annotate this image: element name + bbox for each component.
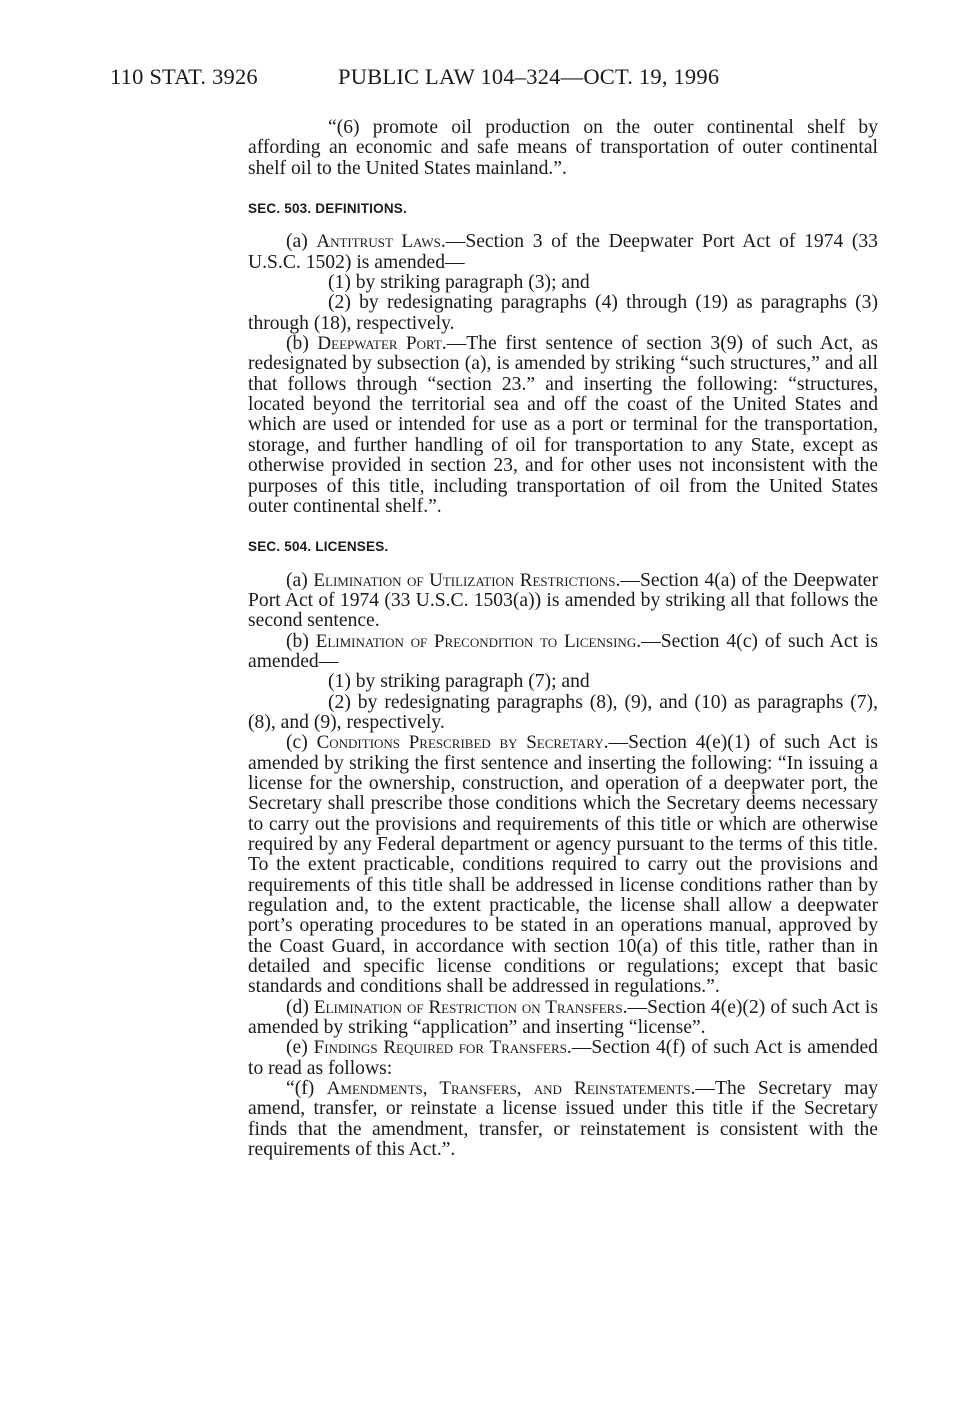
section-503-subsection-b: (b) Deepwater Port.—The first sentence of section 3(9) of such Act, as redesignated by subsection (a), is amended by striking “such structures,” and all that follows through “section 23.” and inserting the following: “structures, located beyond the territorial sea and off the coast of the United States and which are used or intended for use as a port or terminal for the transportation, storage, and further handling of oil for transportation to any State, except as otherwise provided in section 23, and for other uses not inconsistent with the purposes of this title, including transportation of oil from the United States outer continental shelf.”.: [248, 333, 879, 517]
section-504-paragraph-b1: (1) by striking paragraph (7); and: [328, 671, 590, 693]
page-header: [110, 64, 790, 96]
section-504-subsection-f-quoted: “(f) Amendments, Transfers, and Reinstatements.—The Secretary may amend, transfer, or reinstate a license issued under this title if the Secretary finds that the amendment, transfer, or reinstatement is consistent with the requirements of this Act.”.: [248, 1078, 878, 1161]
public-law-title: PUBLIC LAW 104–324—OCT. 19, 1996: [338, 64, 720, 89]
document-body: [248, 118, 878, 1161]
section-504-subsection-d: (d) Elimination of Restriction on Transfers.—Section 4(e)(2) of such Act is amended by striking “application” and inserting “license”.: [248, 996, 878, 1039]
statute-page-number: 110 STAT. 3926: [110, 64, 258, 89]
section-504-subsection-c: (c) Conditions Prescribed by Secretary.—Section 4(e)(1) of such Act is amended by striking the first sentence and inserting the following: “In issuing a license for the ownership, construction, and operation of a deepwater port, the Secretary shall prescribe those conditions which the Secretary deems necessary to carry out the provisions and requirements of this title or which are otherwise required by any Federal department or agency pursuant to the terms of this title. To the extent practicable, conditions required to carry out the provisions and requirements of this title shall be addressed in license conditions rather than by regulation and, to the extent practicable, the license shall allow a deepwater port’s operating procedures to be stated in an operations manual, approved by the Coast Guard, in accordance with section 10(a) of this title, rather than in detailed and specific license conditions or regulations; except that basic standards and conditions shall be addressed in regulations.”.: [248, 732, 878, 998]
continued-paragraph-6: “(6) promote oil production on the outer continental shelf by affording an economic and safe means of transportation of outer continental shelf oil to the United States mainland.”.: [248, 117, 878, 179]
subsection-caption: Amendments, Transfers, and Reinstatements: [326, 1078, 691, 1100]
section-504-subsection-e: (e) Findings Required for Transfers.—Section 4(f) of such Act is amended to read as follows:: [248, 1037, 878, 1079]
section-503-paragraph-a2: (2) by redesignating paragraphs (4) through (19) as paragraphs (3) through (18), respectively.: [248, 292, 878, 334]
subsection-caption: Antitrust Laws: [316, 231, 441, 253]
subsection-caption: Elimination of Utilization Restrictions: [313, 569, 616, 591]
section-504-subsection-b: (b) Elimination of Precondition to Licensing.—Section 4(c) of such Act is amended—: [248, 630, 878, 672]
subsection-caption: Findings Required for Transfers: [313, 1037, 567, 1059]
subsection-caption: Conditions Prescribed by Secretary: [316, 732, 604, 754]
section-504-paragraph-b2: (2) by redesignating paragraphs (8), (9), and (10) as paragraphs (7), (8), and (9), respectively.: [248, 691, 878, 733]
section-503-paragraph-a1: (1) by striking paragraph (3); and: [328, 272, 590, 294]
section-504-heading: SEC. 504. LICENSES.: [248, 539, 389, 555]
section-503-subsection-a: (a) Antitrust Laws.—Section 3 of the Deepwater Port Act of 1974 (33 U.S.C. 1502) is amended—: [248, 231, 878, 273]
subsection-caption: Deepwater Port: [317, 333, 442, 355]
subsection-caption: Elimination of Restriction on Transfers: [313, 996, 623, 1018]
subsection-caption: Elimination of Precondition to Licensing: [315, 630, 637, 652]
section-504-subsection-a: (a) Elimination of Utilization Restrictions.—Section 4(a) of the Deepwater Port Act of 1974 (33 U.S.C. 1503(a)) is amended by striking all that follows the second sentence.: [248, 569, 878, 632]
section-503-heading: SEC. 503. DEFINITIONS.: [248, 201, 407, 217]
